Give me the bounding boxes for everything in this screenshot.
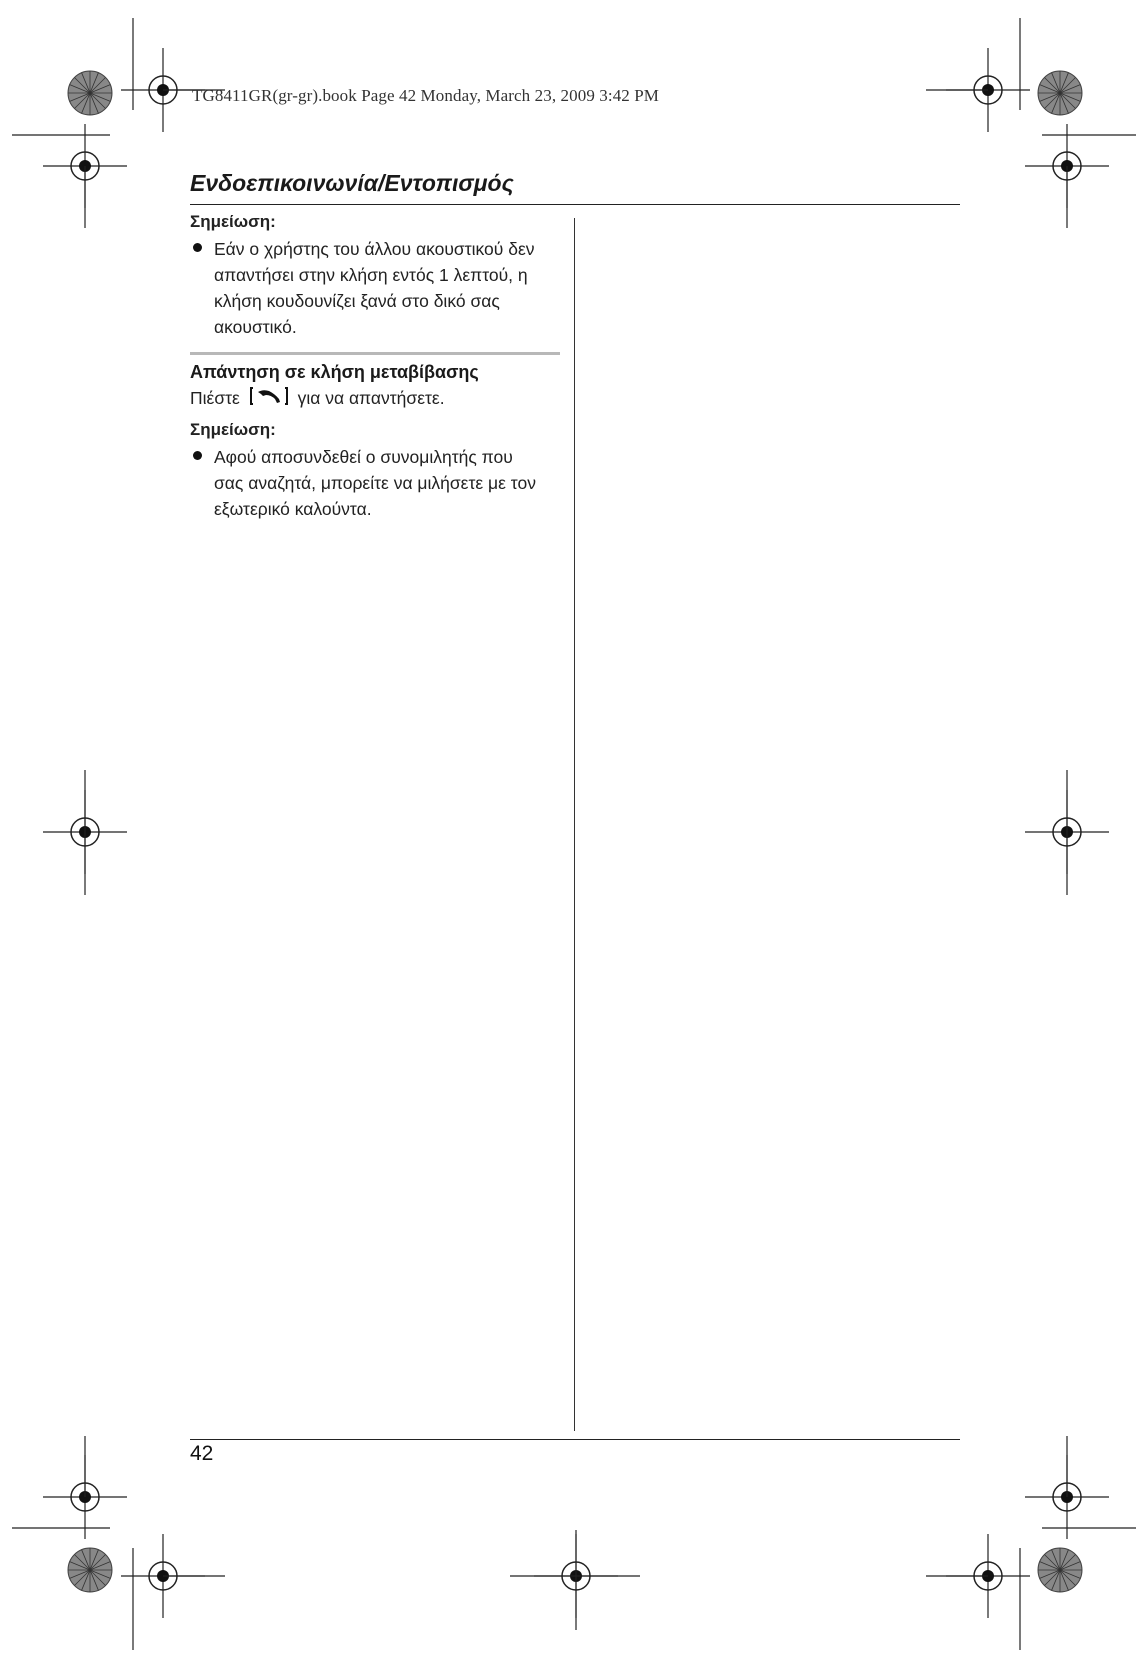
section-title: Ενδοεπικοινωνία/Εντοπισμός (190, 170, 514, 196)
color-rosette-bottom-left-icon (68, 1548, 112, 1592)
page-number: 42 (190, 1442, 214, 1465)
note-line: απαντήσει στην κλήση εντός 1 λεπτού, η (214, 265, 528, 285)
note-line: εξωτερικό καλούντα. (214, 499, 372, 519)
subsection-rule (190, 352, 560, 355)
bullet-icon (193, 451, 202, 460)
off-hook-phone-key-icon (249, 385, 289, 414)
transfer-instruction (190, 385, 562, 414)
color-rosette-top-right-icon (1038, 71, 1082, 115)
note-block-1 (190, 212, 562, 340)
instruction-after: για να απαντήσετε. (297, 388, 445, 409)
print-header: TG8411GR(gr-gr).book Page 42 Monday, March 23, 2009 3:42 PM (192, 86, 660, 105)
note-label: Σημείωση: (190, 212, 276, 231)
note-line: κλήση κουδουνίζει ξανά στο δικό σας (214, 291, 500, 311)
note-line: Εάν ο χρήστης του άλλου ακουστικού δεν (214, 239, 535, 259)
note-line: σας αναζητά, μπορείτε να μιλήσετε με τον (214, 473, 536, 493)
note-bullet-item (190, 236, 562, 340)
note-label: Σημείωση: (190, 420, 276, 439)
note-bullet-item (190, 444, 562, 522)
instruction-before: Πιέστε (190, 388, 240, 409)
note-line: Αφού αποσυνδεθεί ο συνομιλητής που (214, 447, 513, 467)
color-rosette-top-left-icon (68, 71, 112, 115)
bullet-icon (193, 243, 202, 252)
note-line: ακουστικό. (214, 317, 297, 337)
color-rosette-bottom-right-icon (1038, 1548, 1082, 1592)
title-rule (190, 204, 960, 205)
footer-rule (190, 1439, 960, 1440)
column-divider (574, 218, 575, 1431)
subsection-heading: Απάντηση σε κλήση μεταβίβασης (190, 362, 479, 382)
transfer-call-block (190, 362, 562, 522)
